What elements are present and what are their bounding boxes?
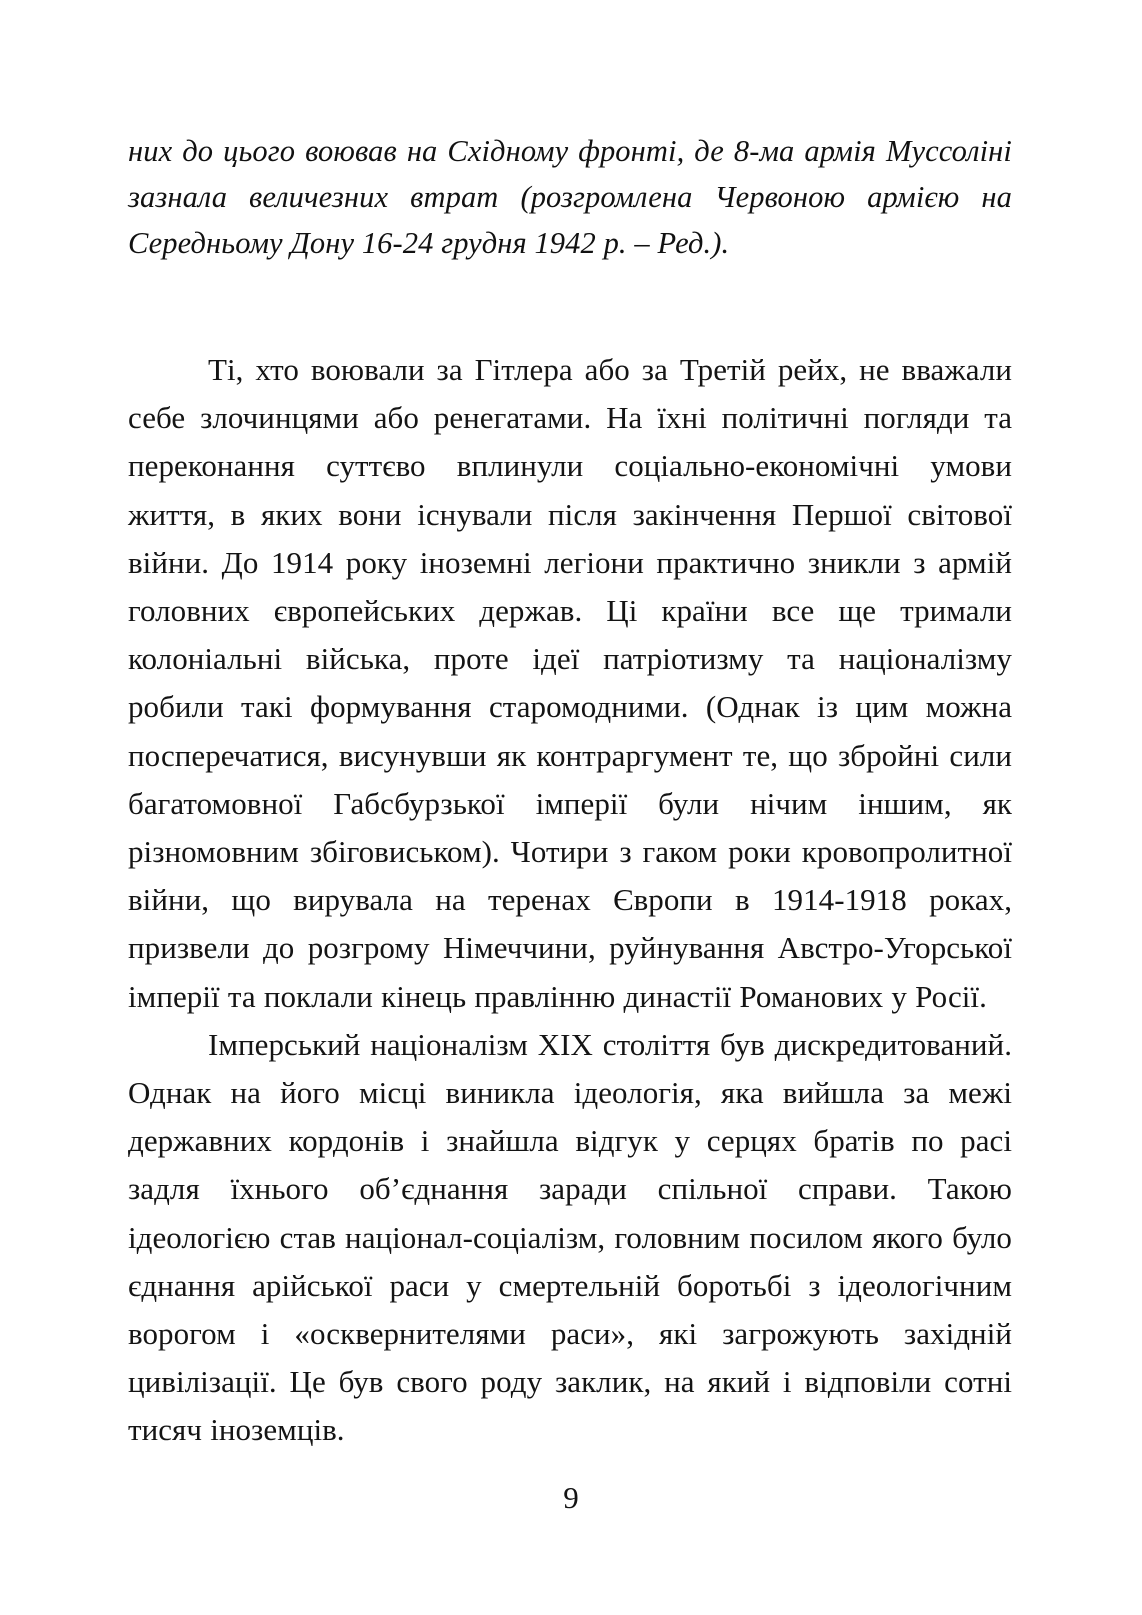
body-paragraph-2: Імперський націоналізм XIX століття був дискредитований. Однак на його місці виникла ідеологія, яка вийшла за межі державних кордонів і знайшла відгук у серцях братів по расі задля їхнього об’єднання заради спільної справи. Такою ідеологією став націонал-соціалізм, головним посилом якого було єднання арійської раси у смертельній боротьбі з ідеологічним ворогом і «осквернителями раси», які загрожують західній цивілізації. Це був свого роду заклик, на який і відповіли сотні тисяч іноземців.: [128, 1026, 1012, 1448]
page-number: 9: [563, 1480, 579, 1515]
body-paragraph-1: Ті, хто воювали за Гітлера або за Третій рейх, не вважали себе злочинцями або ренегатами. На їхні політичні погляди та переконання суттєво вплинули соціально-економічні умови життя, в яких вони існували після закінчення Першої світової війни. До 1914 року іноземні легіони практично зникли з армій головних європейських держав. Ці країни все ще тримали колоніальні війська, проте ідеї патріотизму та націоналізму робили такі формування старомодними. (Однак із цим можна посперечатися, висунувши як контраргумент те, що збройні сили багатомовної Габсбурзької імперії були нічим іншим, як різномовним збіговиськом). Чотири з гаком роки кровопролитної війни, що вирувала на теренах Європи в 1914-1918 роках, призвели до розгрому Німеччини, руйнування Австро-Угорської імперії та поклали кінець правлінню династії Романових у Росії.: [128, 352, 1012, 1014]
text-column: [128, 128, 1012, 1455]
editor-note-paragraph: них до цього воював на Східному фронті, де 8-ма армія Муссоліні зазнала величезних втрат (розгромлена Червоною армією на Середньому Дону 16-24 грудня 1942 р. – Ред.).: [128, 134, 1012, 260]
paragraph-spacer: [128, 266, 1012, 346]
